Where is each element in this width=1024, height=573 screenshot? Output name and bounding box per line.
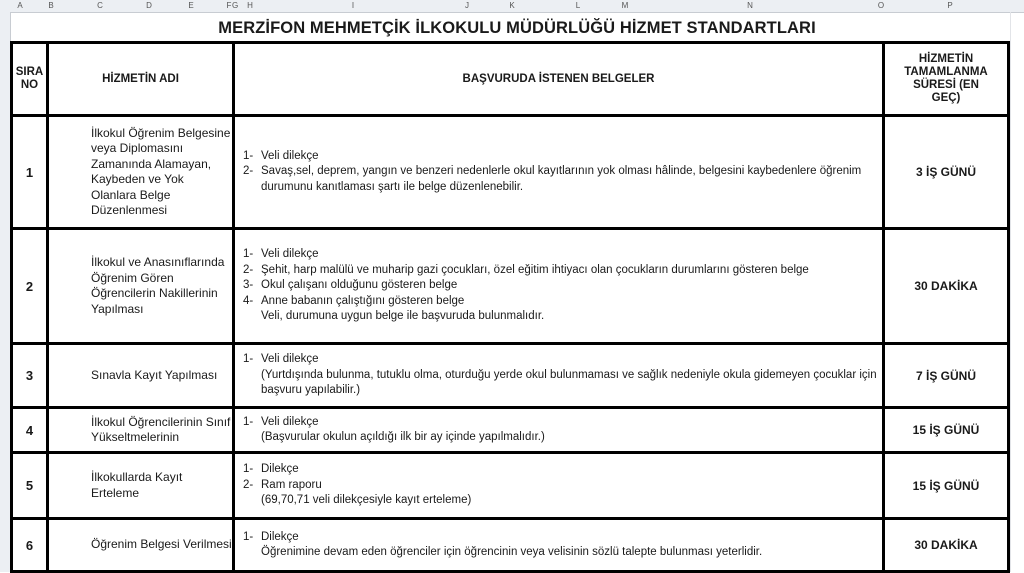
document-item xyxy=(243,415,882,431)
document-item-text: Öğrenimine devam eden öğrenciler için öğrencinin veya velisinin sözlü talepte bulunması yeterlidir. xyxy=(261,546,763,558)
document-item xyxy=(243,263,882,279)
document-item-number xyxy=(243,309,261,325)
required-documents[interactable] xyxy=(234,519,884,572)
column-header-h[interactable]: H xyxy=(247,1,253,10)
row-number[interactable]: 1 xyxy=(12,116,48,229)
document-item-text: (Yurtdışında bulunma, tutuklu olma, oturduğu yerde okul bulunmaması ve sağlık nedeniyle okula gidemeyen çocuklar için başvuru yapılabilir.) xyxy=(261,368,877,397)
completion-duration[interactable]: 15 İŞ GÜNÜ xyxy=(884,453,1009,519)
table-row xyxy=(12,344,1009,408)
completion-duration[interactable]: 3 İŞ GÜNÜ xyxy=(884,116,1009,229)
column-header-d[interactable]: D xyxy=(146,1,152,10)
page-title: MERZİFON MEHMETÇİK İLKOKULU MÜDÜRLÜĞÜ HİZMET STANDARTLARI xyxy=(218,19,816,37)
document-item-number: 1- xyxy=(243,353,254,366)
required-documents[interactable] xyxy=(234,408,884,453)
document-item-number: 4- xyxy=(243,294,254,307)
column-header-m[interactable]: M xyxy=(621,1,629,10)
required-documents[interactable] xyxy=(234,344,884,408)
service-name[interactable]: İlkokul Öğrenim Belgesine veya Diplomasını Zamanında Alamayan, Kaybeden ve Yok Olanlara Belge Düzenlenmesi xyxy=(48,116,234,229)
document-item-text: Dilekçe xyxy=(261,530,299,543)
document-item xyxy=(243,352,882,368)
column-header-o[interactable]: O xyxy=(877,1,885,10)
column-header-p[interactable]: P xyxy=(947,1,953,10)
document-item xyxy=(243,530,882,546)
column-header-l[interactable]: L xyxy=(575,1,581,10)
table-row xyxy=(12,453,1009,519)
service-name[interactable]: İlkokul ve Anasınıflarında Öğrenim Gören Öğrencilerin Nakillerinin Yapılması xyxy=(48,229,234,344)
table-row xyxy=(12,408,1009,453)
required-documents[interactable] xyxy=(234,453,884,519)
document-item-text: Ram raporu xyxy=(261,478,322,491)
service-name[interactable]: İlkokullarda Kayıt Erteleme xyxy=(48,453,234,519)
document-item-text: Veli dilekçe xyxy=(261,149,319,162)
table-row xyxy=(12,116,1009,229)
document-item-number: 1- xyxy=(243,530,254,543)
document-item xyxy=(243,462,882,478)
document-item-number: 1- xyxy=(243,463,254,476)
document-item xyxy=(243,164,882,195)
header-name: HİZMETİN ADI xyxy=(48,43,234,116)
document-item-number: 3- xyxy=(243,279,254,292)
document-item xyxy=(243,278,882,294)
header-duration: HİZMETİN TAMAMLANMA SÜRESİ (EN GEÇ) xyxy=(884,43,1009,116)
column-header-f[interactable]: F xyxy=(226,1,232,10)
document-item-text: (Başvurular okulun açıldığı ilk bir ay içinde yapılmalıdır.) xyxy=(261,431,545,443)
header-docs: BAŞVURUDA İSTENEN BELGELER xyxy=(234,43,884,116)
table-header-row xyxy=(12,43,1009,116)
row-number[interactable]: 5 xyxy=(12,453,48,519)
service-name[interactable]: İlkokul Öğrencilerinin Sınıf Yükseltmelerinin xyxy=(48,408,234,453)
column-header-a[interactable]: A xyxy=(17,1,23,10)
required-documents[interactable] xyxy=(234,229,884,344)
column-header-c[interactable]: C xyxy=(97,1,103,10)
document-item-number: 1- xyxy=(243,248,254,261)
document-item xyxy=(243,247,882,263)
document-item-text: Anne babanın çalıştığını gösteren belge xyxy=(261,294,465,307)
document-item-number: 2- xyxy=(243,165,254,178)
document-item-text: Okul çalışanı olduğunu gösteren belge xyxy=(261,279,458,292)
document-item-text: Veli dilekçe xyxy=(261,353,319,366)
row-number[interactable]: 6 xyxy=(12,519,48,572)
document-item xyxy=(243,309,882,325)
document-item xyxy=(243,430,882,446)
completion-duration[interactable]: 7 İŞ GÜNÜ xyxy=(884,344,1009,408)
document-item-number: 2- xyxy=(243,263,254,276)
table-row xyxy=(12,519,1009,572)
header-no: SIRA NO xyxy=(12,43,48,116)
service-standards-table xyxy=(10,41,1010,573)
document-item xyxy=(243,493,882,509)
document-item-number xyxy=(243,545,261,561)
completion-duration[interactable]: 15 İŞ GÜNÜ xyxy=(884,408,1009,453)
document-item-text: Savaş,sel, deprem, yangın ve benzeri nedenlerle okul kayıtlarının yok olması hâlinde, belgesini kaybedenlere öğrenim durumunu kanıtlaması şartı ile belge düzenlenebilir. xyxy=(261,165,862,193)
document-item xyxy=(243,478,882,494)
service-name[interactable]: Öğrenim Belgesi Verilmesi xyxy=(48,519,234,572)
column-header-bar xyxy=(0,0,1024,13)
column-header-i[interactable]: I xyxy=(351,1,355,10)
column-header-b[interactable]: B xyxy=(48,1,54,10)
completion-duration[interactable]: 30 DAKİKA xyxy=(884,229,1009,344)
completion-duration[interactable]: 30 DAKİKA xyxy=(884,519,1009,572)
table-row xyxy=(12,229,1009,344)
row-number[interactable]: 2 xyxy=(12,229,48,344)
column-header-g[interactable]: G xyxy=(232,1,239,10)
required-documents[interactable] xyxy=(234,116,884,229)
gridline xyxy=(1010,12,1011,572)
document-item-text: Veli dilekçe xyxy=(261,415,319,428)
column-header-k[interactable]: K xyxy=(509,1,515,10)
document-item xyxy=(243,149,882,165)
document-item-text: Şehit, harp malülü ve muharip gazi çocukları, özel eğitim ihtiyacı olan çocukların durumlarını gösteren belge xyxy=(261,263,809,276)
document-item-number xyxy=(243,430,261,446)
document-item xyxy=(243,368,882,399)
document-item-text: Veli, durumuna uygun belge ile başvuruda bulunmalıdır. xyxy=(261,310,545,323)
document-item-number xyxy=(243,368,261,399)
document-item xyxy=(243,545,882,561)
document-item-text: Veli dilekçe xyxy=(261,248,319,261)
service-name[interactable]: Sınavla Kayıt Yapılması xyxy=(48,344,234,408)
document-item-number: 1- xyxy=(243,415,254,428)
column-header-n[interactable]: N xyxy=(747,1,753,10)
document-item-number: 2- xyxy=(243,478,254,491)
column-header-j[interactable]: J xyxy=(465,1,469,10)
document-item-number: 1- xyxy=(243,149,254,162)
document-item-number xyxy=(243,493,261,509)
column-header-e[interactable]: E xyxy=(188,1,194,10)
document-item-text: Dilekçe xyxy=(261,463,299,476)
document-item-text: (69,70,71 veli dilekçesiyle kayıt erteleme) xyxy=(261,494,472,507)
document-item xyxy=(243,294,882,310)
row-number[interactable]: 4 xyxy=(12,408,48,453)
row-number[interactable]: 3 xyxy=(12,344,48,408)
